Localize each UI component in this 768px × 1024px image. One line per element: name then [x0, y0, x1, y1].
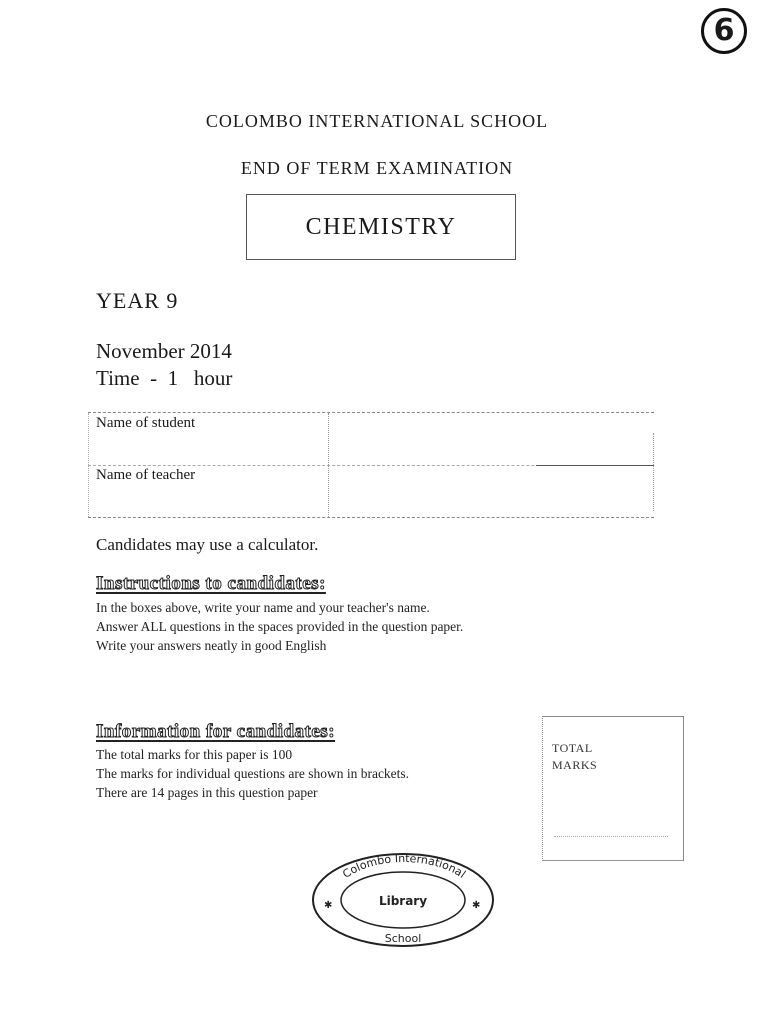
table-row-divider-solid: [536, 465, 654, 466]
stamp-star-left-icon: ✱: [324, 900, 333, 911]
library-stamp-graphic: [310, 850, 496, 950]
student-name-label: Name of student: [96, 415, 196, 431]
total-marks-box: [542, 716, 684, 861]
exam-time-text: Time - 1 hour: [96, 366, 233, 390]
year-label: YEAR 9: [96, 288, 179, 313]
teacher-name-label: Name of teacher: [96, 467, 196, 483]
total-marks-label-line2: MARKS: [552, 758, 598, 772]
marks-entry-line: [554, 836, 668, 837]
total-marks-label: [552, 740, 597, 774]
stamp-star-right-icon: ✱: [472, 900, 481, 911]
marks-box-right-border: [683, 716, 684, 861]
stamp-bottom-text: School: [384, 932, 422, 945]
stamp-arc-textpath: Colombo International: [340, 851, 469, 881]
total-marks-label-line1: TOTAL: [552, 741, 593, 755]
marks-box-left-border: [542, 716, 543, 861]
marks-box-top-border: [542, 716, 684, 717]
information-line: The marks for individual questions are shown in brackets.: [96, 766, 410, 781]
information-heading: Information for candidates:: [96, 721, 336, 742]
candidate-details-table: [88, 412, 654, 518]
instructions-heading: Instructions to candidates:: [96, 573, 326, 594]
library-stamp: [310, 850, 496, 950]
exam-title: END OF TERM EXAMINATION: [240, 158, 514, 178]
instruction-line: In the boxes above, write your name and your teacher's name.: [96, 600, 430, 615]
subject-box: [246, 194, 516, 260]
school-name: COLOMBO INTERNATIONAL SCHOOL: [205, 111, 549, 131]
instruction-line: Write your answers neatly in good English: [96, 638, 327, 653]
exam-date: November 2014: [96, 339, 232, 363]
subject-title: CHEMISTRY: [305, 213, 457, 240]
stamp-arc-text: [340, 852, 468, 881]
stamp-center-text: Library: [378, 894, 428, 908]
calculator-note: Candidates may use a calculator.: [96, 535, 319, 554]
information-list: [96, 745, 409, 802]
exam-time: [96, 366, 232, 391]
information-line: There are 14 pages in this question paper: [96, 785, 318, 800]
marks-box-bottom-border: [542, 860, 684, 861]
information-line: The total marks for this paper is 100: [96, 747, 293, 762]
instructions-list: [96, 598, 463, 655]
table-right-border: [653, 433, 654, 511]
page-number: 6: [701, 8, 747, 54]
instruction-line: Answer ALL questions in the spaces provided in the question paper.: [96, 619, 464, 634]
